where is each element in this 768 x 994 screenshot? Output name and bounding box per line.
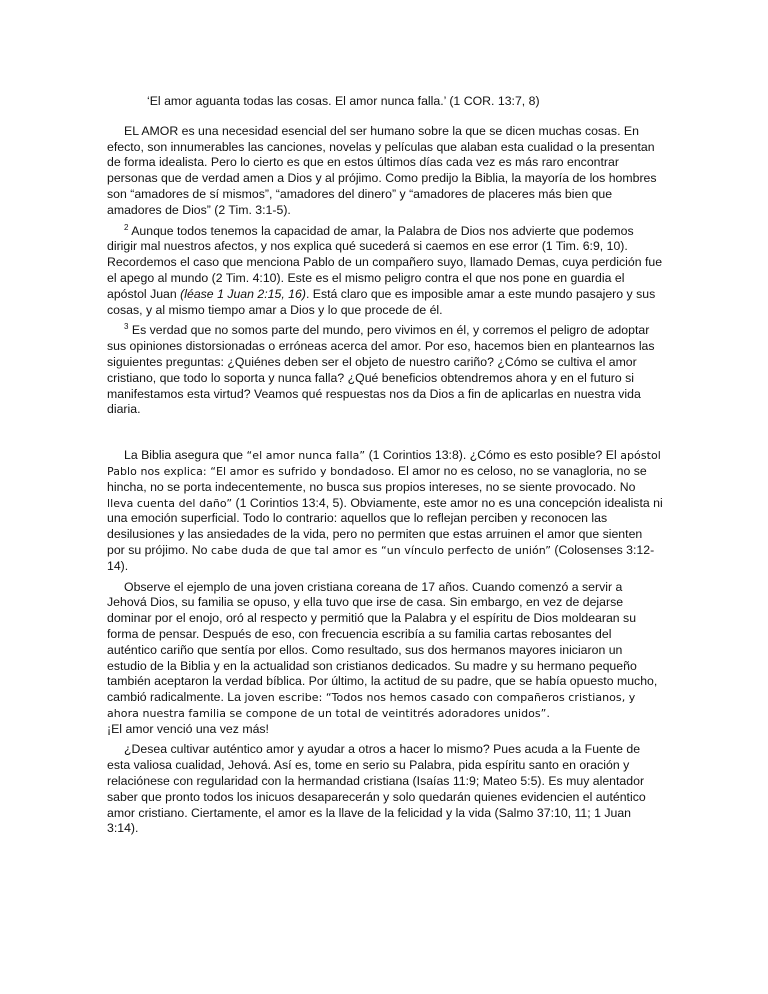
- paragraph-1-reference: (2 Tim. 3:1-5).: [210, 202, 291, 217]
- paragraph-2-text: Aunque todos tenemos la capacidad de amar, la Palabra de Dios nos advierte que podemos dirigir mal nuestros afectos, y nos explica qué sucederá si caemos en ese error (1 Tim. 6:9, 10). Recordemos el caso que menciona Pablo de un compañero suyo, llamado Demas, cuya perdición fue el apego al mundo (2 Tim. 4:10). Este es el mismo peligro contra el que nos pone en guardia el apóstol Juan: [107, 223, 663, 301]
- paragraph-4: [107, 448, 663, 574]
- paragraph-4-quote-f: lleva cuenta del daño”: [107, 496, 233, 510]
- paragraph-5-period: .: [546, 705, 550, 720]
- paragraph-number: 3: [124, 322, 129, 332]
- paragraph-2-text-end: . Está claro que es imposible amar a este mundo pasajero y sus cosas, y al mismo tiempo amar a Dios y lo que procede de él.: [107, 286, 656, 317]
- paragraph-4-quote-a: “el amor nunca falla”: [242, 449, 366, 463]
- paragraph-4-quote-h: cabe duda de que tal amor es “un vínculo perfecto de unión”: [207, 543, 551, 557]
- paragraph-1-text: EL AMOR es una necesidad esencial del ser humano sobre la que se dicen muchas cosas. En efecto, son innumerables las canciones, novelas y películas que alaban esta cualidad o la presentan de forma idealista. Pero lo cierto es que en estos últimos días cada vez es más raro encontrar personas que de verdad amen a Dios y al prójimo. Como predijo la Biblia, la mayoría de los hombres son “amadores de sí mismos”, “amadores del dinero” y “amadores de placeres más bien que amadores de Dios”: [107, 123, 657, 217]
- paragraph-3-text: Es verdad que no somos parte del mundo, pero vivimos en él, y corremos el peligro de adoptar sus opiniones distorsionadas o erróneas acerca del amor. Por eso, hacemos bien en plantearnos las siguientes preguntas: ¿Quiénes deben ser el objeto de nuestro cariño? ¿Cómo se cultiva el amor cristiano, que todo lo soporta y nunca falla? ¿Qué beneficios obtendremos ahora y en el futuro si manifestamos esta virtud? Veamos qué respuestas nos da Dios a fin de aplicarlas en nuestra vida diaria.: [107, 323, 655, 417]
- paragraph-number: 2: [124, 222, 129, 232]
- paragraph-5-closing: ¡El amor venció una vez más!: [107, 721, 269, 736]
- section-gap: [107, 423, 663, 448]
- paragraph-5-text: Observe el ejemplo de una joven cristiana coreana de 17 años. Cuando comenzó a servir a Jehová Dios, su familia se opuso, y ella tuvo que irse de casa. Sin embargo, en vez de dejarse dominar por el enojo, oró al respecto y permitió que la Palabra y el espíritu de Dios moldearan su forma de pensar. Después de eso, con frecuencia escribía a su familia cartas rebosantes del auténtico cariño que sentía por ellos. Como resultado, sus dos hermanos mayores iniciaron un estudio de la Biblia y en la actualidad son cristianos dedicados. Su madre y su hermano pequeño también aceptaron la verdad bíblica. Por último, la actitud de su padre, que se había opuesto mucho, cambió radicalmente. La: [107, 579, 658, 705]
- paragraph-4-text-a: La Biblia asegura que: [124, 448, 243, 463]
- paragraph-5-quote: joven escribe: “Todos nos hemos casado con compañeros cristianos, y ahora nuestra familia se compone de un total de veintitrés adoradores unidos”: [107, 691, 636, 720]
- paragraph-4-text-e: El amor no es celoso, no se vanagloria, no se hincha, no se porta indecentemente, no busca sus propios intereses, no se siente provocado. No: [107, 463, 647, 494]
- paragraph-4-text-i: (Colosenses 3:12-14).: [107, 542, 655, 573]
- paragraph-6-text: ¿Desea cultivar auténtico amor y ayudar a otros a hacer lo mismo? Pues acuda a la Fuente de esta valiosa cualidad, Jehová. Así es, tome en serio su Palabra, pida espíritu santo en oración y relaciónese con regularidad con la hermandad cristiana (Isaías 11:9; Mateo 5:5). Es muy alentador saber que pronto todos los inicuos desaparecerán y solo quedarán quienes evidencien el auténtico amor cristiano. Ciertamente, el amor es la llave de la felicidad y la vida (Salmo 37:10, 11; 1 Juan 3:14).: [107, 742, 646, 836]
- paragraph-5: [107, 580, 663, 738]
- paragraph-6: [107, 742, 663, 837]
- paragraph-1: [107, 124, 663, 219]
- document-page: [107, 94, 663, 842]
- paragraph-4-text-g: (1 Corintios 13:4, 5). Obviamente, este amor no es una concepción idealista ni una emoción superficial. Todo lo contrario: aquellos que lo reflejan perciben y reconocen las desilusiones y las ansiedades de la vida, pero no permiten que estas arruinen el amor que sienten por su prójimo. No: [107, 495, 663, 557]
- paragraph-3: [107, 323, 663, 418]
- paragraph-4-quote-d: apóstol Pablo nos explica: “El amor es sufrido y bondadoso.: [107, 449, 661, 478]
- paragraph-4-text-c: (1 Corintios 13:8). ¿Cómo es esto posible? El: [365, 448, 617, 463]
- paragraph-2: [107, 224, 663, 319]
- theme-quote: ‘El amor aguanta todas las cosas. El amor nunca falla.’ (1 COR. 13:7, 8): [147, 94, 540, 108]
- scripture-reference: (léase 1 Juan 2:15, 16): [180, 286, 306, 301]
